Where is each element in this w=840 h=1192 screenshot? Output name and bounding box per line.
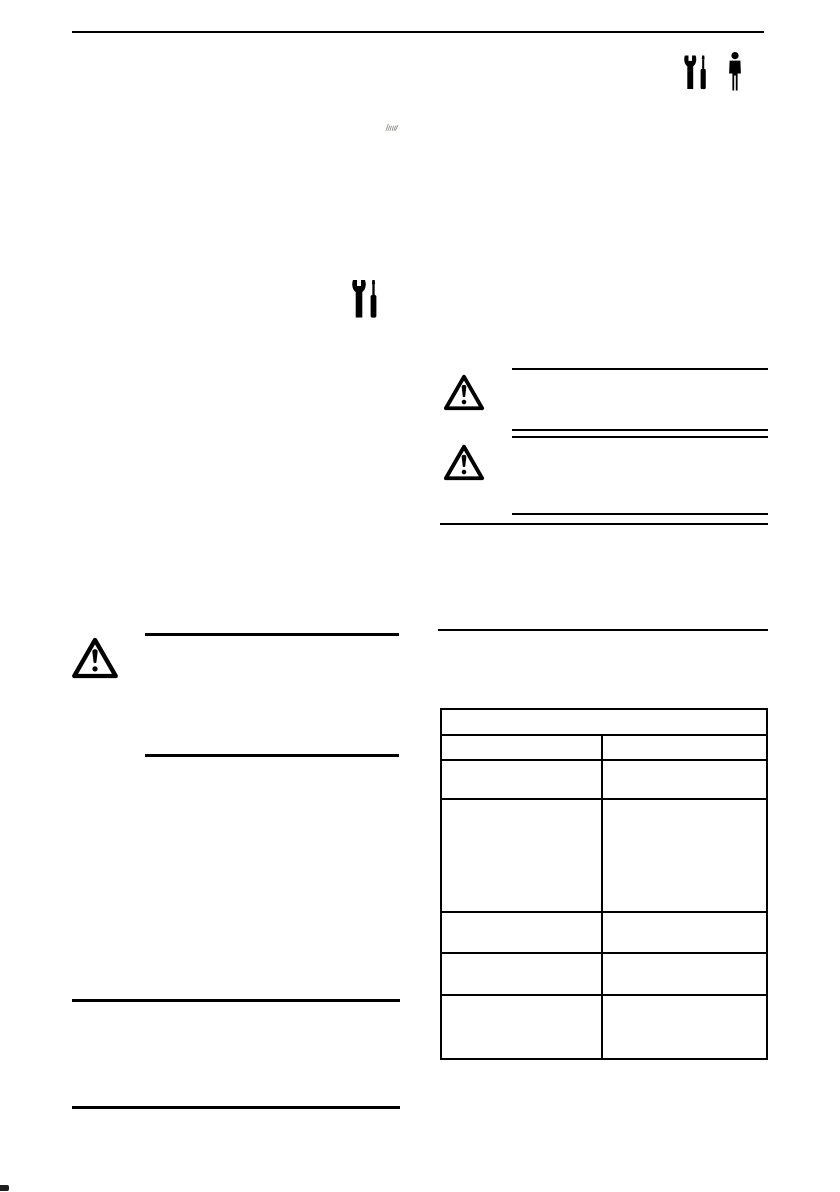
warning-bottom-rule (145, 754, 399, 757)
section-divider-rule (72, 999, 400, 1002)
warning-top-rule (145, 633, 399, 636)
table-cell (442, 761, 603, 798)
section-divider-rule (438, 629, 768, 631)
table-cell (603, 954, 766, 994)
warning-bottom-rule (512, 429, 768, 431)
table-cell (442, 736, 603, 759)
warning-top-rule (512, 436, 768, 438)
table-cell (442, 913, 603, 952)
table-row (442, 759, 766, 798)
data-table (440, 708, 768, 1060)
warning-triangle-icon (443, 443, 485, 482)
table-cell (442, 996, 603, 1058)
table-cell (442, 954, 603, 994)
table-row (442, 952, 766, 994)
person-icon (726, 52, 744, 91)
table-cell (442, 800, 603, 911)
table-row (442, 798, 766, 911)
section-divider-rule (440, 523, 768, 525)
header-rule (72, 31, 764, 33)
table-header-row (442, 710, 766, 734)
illegible-handwriting-mark (384, 122, 400, 132)
warning-top-rule (512, 368, 768, 370)
page-edge-mark (0, 1185, 9, 1191)
table-cell (603, 800, 766, 911)
warning-triangle-icon (443, 373, 485, 412)
table-cell (603, 996, 766, 1058)
tools-icon (684, 54, 709, 91)
tools-icon (352, 280, 380, 318)
table-row (442, 911, 766, 952)
table-cell (603, 761, 766, 798)
section-divider-rule (72, 1106, 400, 1109)
table-cell (603, 913, 766, 952)
table-row (442, 994, 766, 1058)
table-cell (603, 736, 766, 759)
warning-bottom-rule (512, 513, 768, 515)
table-row (442, 734, 766, 759)
warning-triangle-icon (71, 635, 119, 681)
